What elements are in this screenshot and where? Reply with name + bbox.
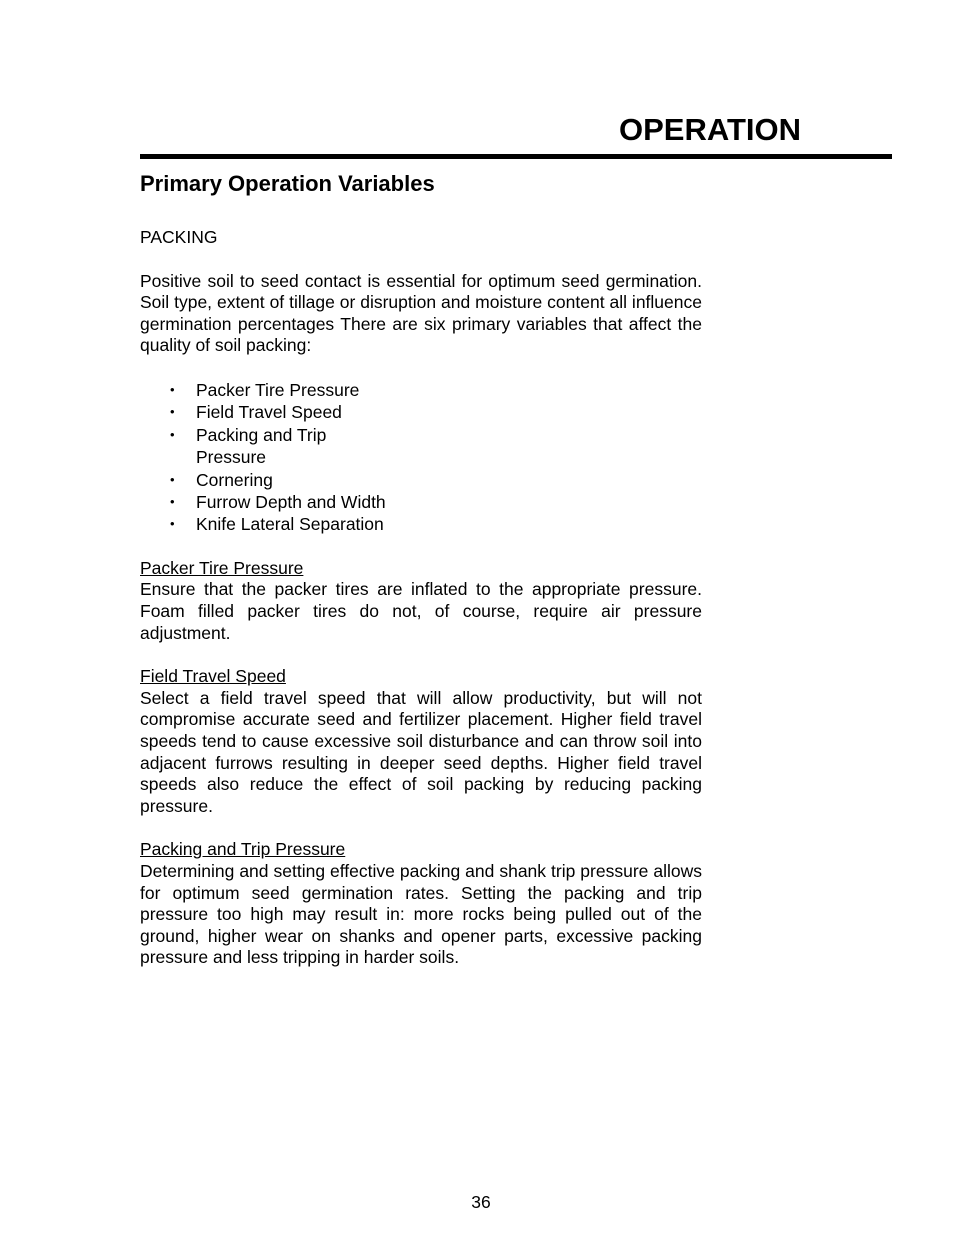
bullet-icon: •: [170, 471, 175, 487]
list-item: [140, 513, 496, 535]
bullet-icon: •: [170, 404, 175, 420]
packing-label: PACKING: [140, 227, 218, 247]
list-item: [140, 401, 496, 423]
subsection-heading-field-travel-speed: Field Travel Speed: [140, 666, 286, 687]
list-item-label: Knife Lateral Separation: [196, 514, 384, 535]
list-item: [140, 491, 496, 513]
header-rule: [140, 154, 892, 159]
subsection-body-packer-tire-pressure: Ensure that the packer tires are inflated to the appropriate pressure. Foam filled packer tires do not, of course, require air pressure adjustment.: [140, 579, 702, 643]
bullet-icon: •: [170, 494, 175, 509]
list-item: [140, 469, 496, 491]
page-number: 36: [471, 1192, 491, 1212]
list-item-label: Cornering: [196, 469, 273, 490]
packing-intro: Positive soil to seed contact is essential for optimum seed germination. Soil type, extent of tillage or disruption and moisture content all influence germination percentages There are six primary variables that affect the quality of soil packing:: [140, 270, 702, 356]
bullet-icon: •: [170, 516, 175, 532]
subsection-heading-packing-and-trip-pressure: Packing and Trip Pressure: [140, 839, 346, 860]
subsection-heading-packer-tire-pressure: Packer Tire Pressure: [140, 557, 304, 578]
subsection-body-field-travel-speed: Select a field travel speed that will allow productivity, but will not compromise accurate seed and fertilizer placement. Higher field travel speeds tend to cause excessive soil disturbance and can throw soil into adjacent furrows resulting in deeper seed depths. Higher field travel speeds also reduce the effect of soil packing by reducing packing pressure.: [140, 687, 702, 816]
list-item-label: Packer Tire Pressure: [196, 379, 360, 400]
list-item-label: Furrow Depth and Width: [196, 492, 386, 512]
bullet-icon: •: [170, 426, 175, 442]
page-header-title: OPERATION: [619, 112, 801, 147]
list-item-label: Packing and Trip Pressure: [196, 424, 327, 468]
document-body: [140, 226, 702, 969]
subsection-body-packing-and-trip-pressure: Determining and setting effective packing and shank trip pressure allows for optimum seed germination rates. Setting the packing and trip pressure too high may result in: more rocks being pulled out of the ground, higher wear on shanks and opener parts, excessive packing pressure and less tripping in harder soils.: [140, 860, 702, 968]
list-item: [140, 379, 496, 401]
bullet-icon: •: [170, 381, 175, 397]
list-item: [140, 424, 396, 469]
packing-variables-list: [140, 379, 702, 536]
section-title: Primary Operation Variables: [140, 171, 435, 196]
list-item-label: Field Travel Speed: [196, 402, 342, 423]
